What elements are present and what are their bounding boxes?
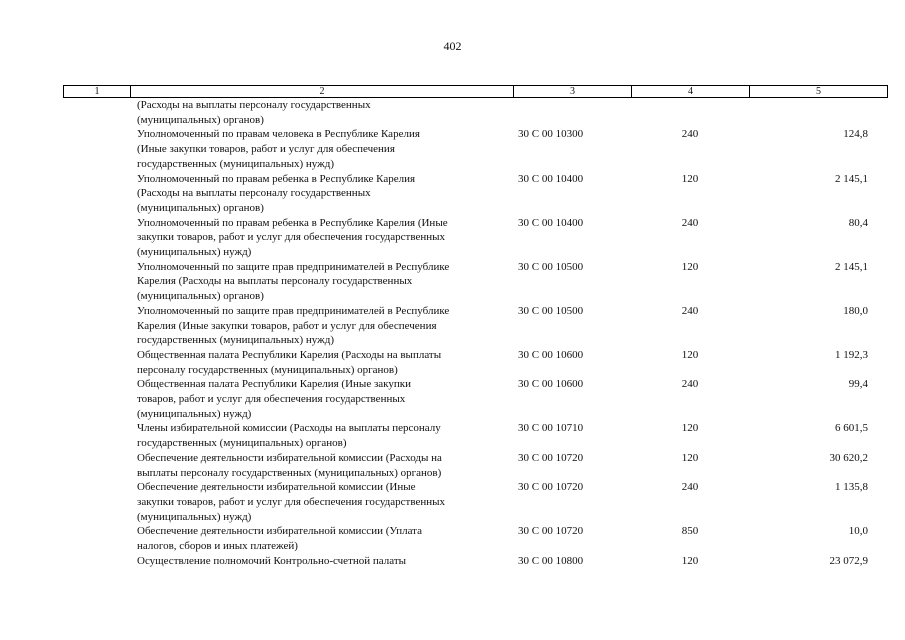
expense-type-cell: 850: [681, 525, 699, 538]
description-line: Обеспечение деятельности избирательной комиссии (Уплата: [137, 525, 422, 538]
budget-code-cell: 30 С 00 10720: [518, 525, 584, 538]
amount-cell: 1 192,3: [835, 348, 868, 361]
budget-code-cell: 30 С 00 10500: [518, 260, 584, 273]
table-body: [0, 98, 905, 569]
table-row: [0, 554, 905, 569]
row-description: [137, 216, 509, 260]
description-line: Уполномоченный по защите прав предпринимателей в Республике: [137, 260, 450, 273]
expense-type-cell: 240: [681, 128, 699, 141]
table-row: [0, 377, 905, 421]
budget-code-cell: 30 С 00 10600: [518, 378, 584, 391]
row-description: [137, 524, 509, 553]
description-line: персоналу государственных (муниципальных) органов): [137, 363, 398, 376]
table-row: [0, 260, 905, 304]
budget-code-cell: 30 С 00 10400: [518, 172, 584, 185]
description-line: закупки товаров, работ и услуг для обеспечения государственных: [137, 231, 446, 244]
amount-cell: 10,0: [848, 525, 868, 538]
description-line: Уполномоченный по правам человека в Республике Карелия: [137, 128, 420, 141]
expense-type-cell: 240: [681, 481, 699, 494]
amount-cell: 180,0: [843, 304, 868, 317]
expense-type-cell: 120: [681, 554, 699, 567]
budget-code-cell: 30 С 00 10500: [518, 304, 584, 317]
description-line: выплаты персоналу государственных (муниципальных) органов): [137, 466, 442, 479]
table-row: [0, 421, 905, 450]
description-line: Обеспечение деятельности избирательной комиссии (Иные: [137, 481, 416, 494]
table-header-row: [63, 85, 888, 98]
expense-type-cell: 120: [681, 348, 699, 361]
budget-code-cell: 30 С 00 10720: [518, 481, 584, 494]
description-line: Осуществление полномочий Контрольно-счетной палаты: [137, 554, 407, 567]
row-description: [137, 127, 509, 171]
row-description: [137, 348, 509, 377]
expense-type-cell: 240: [681, 378, 699, 391]
description-line: Общественная палата Республики Карелия (Иные закупки: [137, 378, 411, 391]
row-description: [137, 480, 509, 524]
description-line: (муниципальных) нужд): [137, 246, 252, 259]
expense-type-cell: 240: [681, 216, 699, 229]
amount-cell: 6 601,5: [835, 422, 868, 435]
expense-type-cell: 120: [681, 451, 699, 464]
description-line: Уполномоченный по правам ребенка в Республике Карелия: [137, 172, 416, 185]
description-line: (муниципальных) органов): [137, 290, 264, 303]
description-line: Карелия (Иные закупки товаров, работ и услуг для обеспечения: [137, 319, 437, 332]
description-line: Карелия (Расходы на выплаты персоналу государственных: [137, 275, 413, 288]
description-line: (муниципальных) нужд): [137, 510, 252, 523]
amount-cell: 1 135,8: [835, 481, 868, 494]
table-row: [0, 172, 905, 216]
row-description: [137, 451, 509, 480]
description-line: (муниципальных) нужд): [137, 407, 252, 420]
row-description: [137, 260, 509, 304]
row-description: [137, 421, 509, 450]
description-line: государственных (муниципальных) нужд): [137, 157, 334, 170]
description-line: Члены избирательной комиссии (Расходы на выплаты персоналу: [137, 422, 441, 435]
amount-cell: 99,4: [848, 378, 868, 391]
budget-code-cell: 30 С 00 10720: [518, 451, 584, 464]
column-header-2: 2: [131, 86, 514, 97]
row-description: [137, 554, 509, 569]
budget-code-cell: 30 С 00 10300: [518, 128, 584, 141]
expense-type-cell: 120: [681, 172, 699, 185]
table-row: [0, 304, 905, 348]
row-description: [137, 172, 509, 216]
budget-code-cell: 30 С 00 10400: [518, 216, 584, 229]
amount-cell: 23 072,9: [829, 554, 868, 567]
column-header-4: 4: [632, 86, 750, 97]
description-line: (муниципальных) органов): [137, 201, 264, 214]
description-line: (муниципальных) органов): [137, 113, 264, 126]
table-row: [0, 451, 905, 480]
table-row: [0, 127, 905, 171]
table-row: [0, 216, 905, 260]
row-description: [137, 377, 509, 421]
expense-type-cell: 120: [681, 422, 699, 435]
budget-code-cell: 30 С 00 10710: [518, 422, 584, 435]
table-row: [0, 524, 905, 553]
column-header-5: 5: [816, 86, 821, 97]
description-line: Обеспечение деятельности избирательной комиссии (Расходы на: [137, 451, 442, 464]
description-line: Общественная палата Республики Карелия (Расходы на выплаты: [137, 348, 442, 361]
description-line: государственных (муниципальных) нужд): [137, 334, 334, 347]
description-line: Уполномоченный по правам ребенка в Республике Карелия (Иные: [137, 216, 448, 229]
amount-cell: 2 145,1: [835, 172, 868, 185]
description-line: товаров, работ и услуг для обеспечения государственных: [137, 393, 406, 406]
budget-code-cell: 30 С 00 10600: [518, 348, 584, 361]
column-header-1: 1: [64, 86, 131, 97]
description-line: налогов, сборов и иных платежей): [137, 540, 298, 553]
column-header-3: 3: [514, 86, 632, 97]
description-line: государственных (муниципальных) органов): [137, 437, 347, 450]
expense-type-cell: 240: [681, 304, 699, 317]
table-row: [0, 98, 905, 127]
row-description: [137, 304, 509, 348]
amount-cell: 124,8: [843, 128, 868, 141]
description-line: Уполномоченный по защите прав предпринимателей в Республике: [137, 304, 450, 317]
amount-cell: 2 145,1: [835, 260, 868, 273]
table-row: [0, 348, 905, 377]
description-line: (Расходы на выплаты персоналу государственных: [137, 99, 371, 111]
row-description: [137, 98, 509, 127]
amount-cell: 30 620,2: [829, 451, 868, 464]
expense-type-cell: 120: [681, 260, 699, 273]
page-number: 402: [443, 39, 462, 53]
description-line: (Расходы на выплаты персоналу государственных: [137, 187, 371, 200]
table-row: [0, 480, 905, 524]
description-line: закупки товаров, работ и услуг для обеспечения государственных: [137, 495, 446, 508]
description-line: (Иные закупки товаров, работ и услуг для обеспечения: [137, 143, 395, 156]
budget-code-cell: 30 С 00 10800: [518, 554, 584, 567]
amount-cell: 80,4: [848, 216, 868, 229]
